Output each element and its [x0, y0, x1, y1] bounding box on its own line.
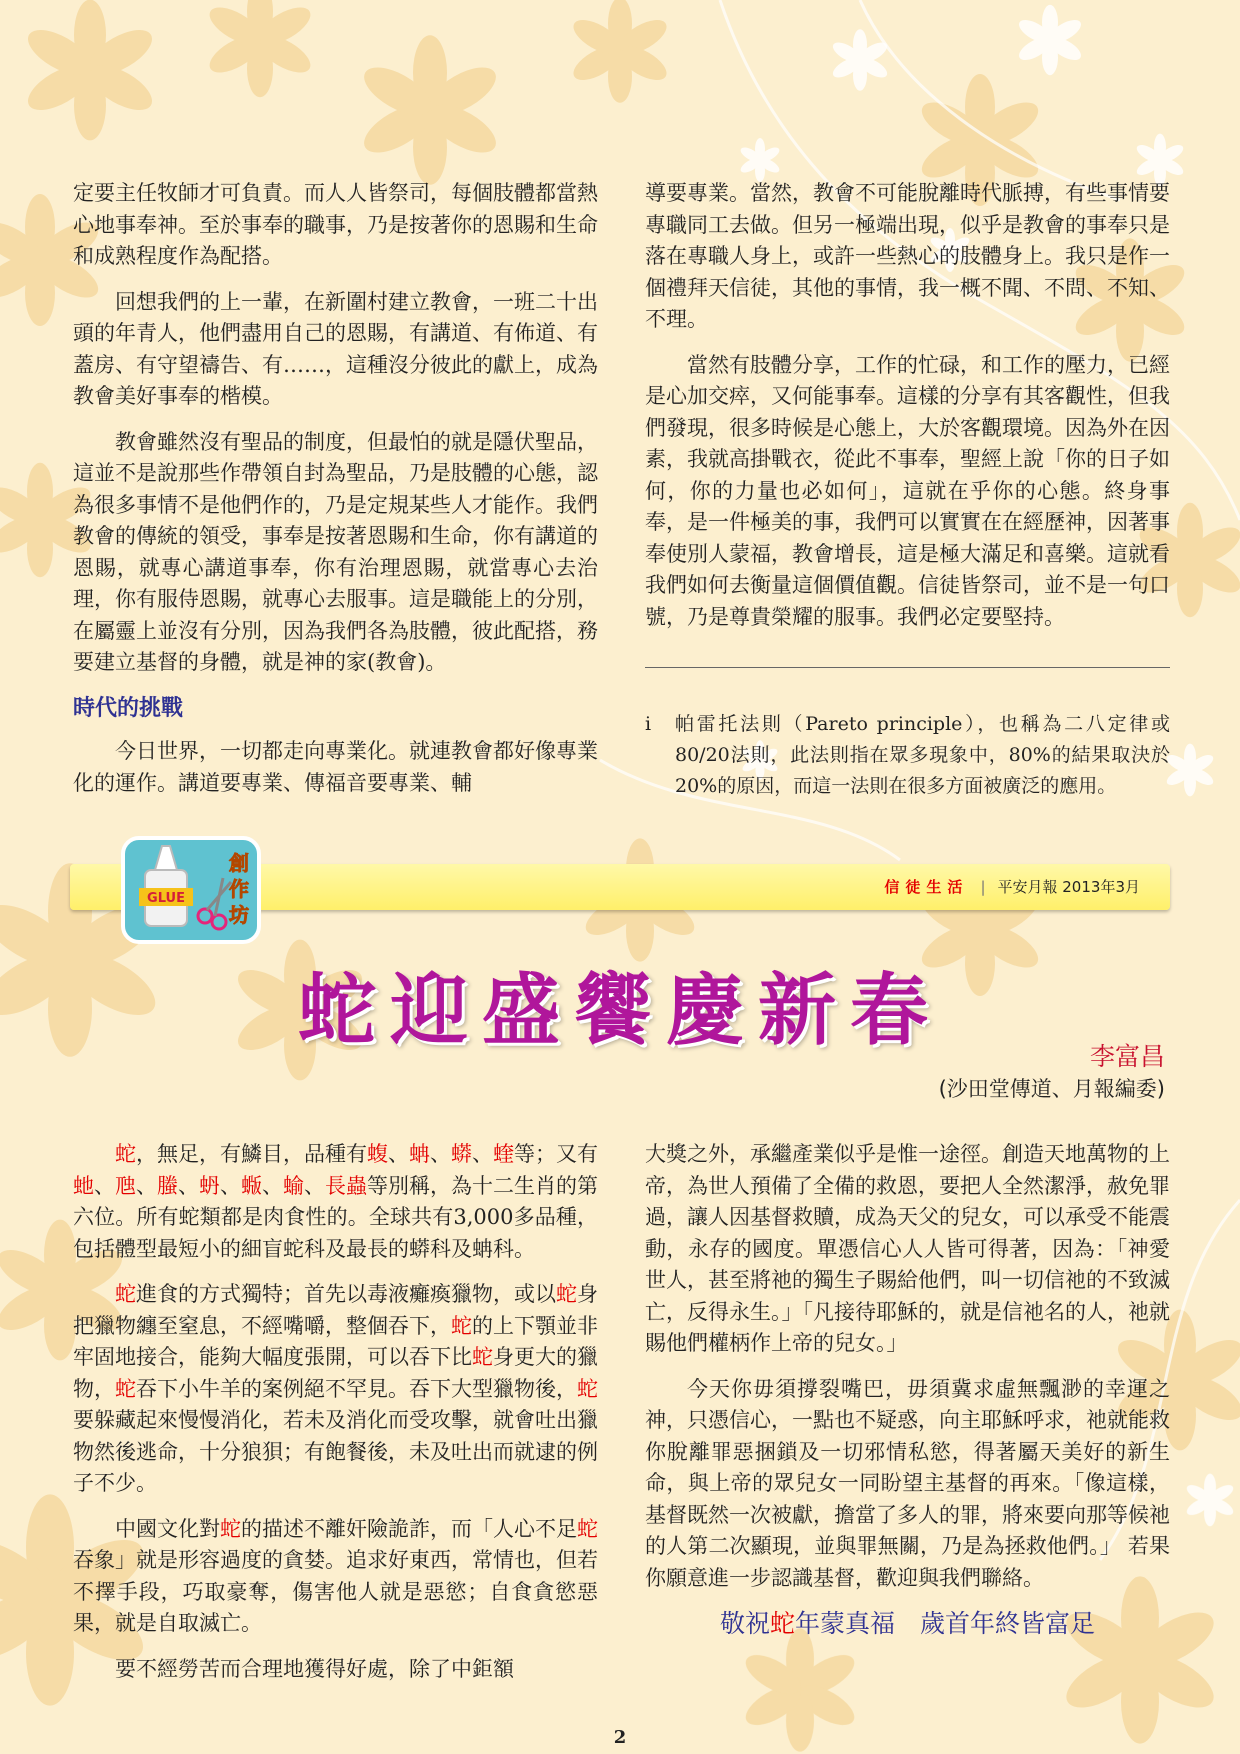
highlight-text: 蝂: [241, 1173, 262, 1198]
text-run: ，無足，有鱗目，品種有: [136, 1142, 367, 1166]
bottom-left-column: [73, 1139, 598, 1699]
text-run: 進食的方式獨特；首先以毒液癱瘓獵物，或以: [136, 1282, 556, 1306]
section-heading: 時代的挑戰: [73, 695, 184, 721]
greeting-part: 敬祝: [719, 1609, 770, 1638]
highlight-text: 蛇: [115, 1282, 136, 1306]
highlight-text: 蛇: [115, 1376, 136, 1401]
highlight-text: 蛇: [220, 1516, 241, 1541]
top-right-column: [645, 178, 1170, 647]
paragraph: [73, 1279, 598, 1500]
greeting-part: 年蒙真福 歲首年終皆富足: [795, 1609, 1096, 1638]
banner-separator: |: [980, 878, 986, 896]
author-affiliation: (沙田堂傳道、月報編委): [938, 1077, 1165, 1101]
paragraph: [73, 1139, 598, 1265]
highlight-text: 蝓: [283, 1173, 304, 1198]
text-run: 身把獵物纏至窒息，不經嘴嚼，整個吞下，: [73, 1282, 598, 1338]
paragraph: 教會雖然沒有聖品的制度，但最怕的就是隱伏聖品，這並不是說那些作帶領自封為聖品，乃是肢體的心態，認為很多事情不是他們作的，乃是定規某些人才能作。我們教會的傳統的領受，事奉是按著恩賜和生命，你有講道的恩賜，就專心講道事奉，你有治理恩賜，就當專心去治理，你有服侍恩賜，就專心去服事。這是職能上的分別，在屬靈上並沒有分別，因為我們各為肢體，彼此配搭，務要建立基督的身體，就是神的家(教會)。: [73, 429, 598, 674]
paragraph: 要不經勞苦而合理地獲得好處，除了中鉅額: [115, 1656, 514, 1681]
paragraph: 定要主任牧師才可負責。而人人皆祭司，每個肢體都當熱心地事奉神。至於事奉的職事，乃是按著你的恩賜和生命和成熟程度作為配搭。: [73, 181, 598, 268]
text-run: 、: [178, 1173, 199, 1198]
footnote-text: 帕雷托法則（Pareto principle），也稱為二八定律或80/20法則，此法則指在眾多現象中，80%的結果取決於20%的原因，而這一法則在很多方面被廣泛的應用。: [675, 713, 1170, 797]
text-run: 吞下小牛羊的案例絕不罕見。吞下大型獵物後，: [136, 1376, 577, 1401]
text-run: 、: [388, 1142, 409, 1166]
text-run: 身更大的獵物，: [73, 1345, 598, 1401]
banner-text: [884, 876, 1140, 897]
highlight-text: 蝰: [493, 1142, 514, 1166]
highlight-text: 虺: [115, 1173, 136, 1198]
text-run: 、: [304, 1173, 325, 1198]
logo-char: 坊: [229, 903, 249, 927]
text-run: 中國文化對: [115, 1516, 220, 1541]
page-number: 2: [613, 1727, 627, 1748]
footnote-divider: [645, 667, 1170, 668]
paragraph: 今天你毋須撐裂嘴巴，毋須冀求虛無飄渺的幸運之神，只憑信心，一點也不疑惑，向主耶穌呼求，祂就能救你脫離罪惡捆鎖及一切邪情私慾，得著屬天美好的新生命，與上帝的眾兒女一同盼望主基督的再來。「像這樣，基督既然一次被獻，擔當了多人的罪，將來要向那等候祂的人第二次顯現，並與罪無關，乃是為拯救他們。」 若果你願意進一步認識基督，歡迎與我們聯絡。: [645, 1376, 1170, 1590]
paragraph: 當然有肢體分享，工作的忙碌，和工作的壓力，已經是心加交瘁，又何能事奉。這樣的分享有其客觀性，但我們發現，很多時候是心態上，大於客觀環境。因為外在因素，我就高掛戰衣，從此不事奉，聖經上說「你的日子如何，你的力量也必如何」，這就在乎你的心態。終身事奉，是一件極美的事，我們可以實實在在經歷神，因著事奉使別人蒙福，教會增長，這是極大滿足和喜樂。這就看我們如何去衡量這個價值觀。信徒皆祭司，並不是一句口號，乃是尊貴榮耀的服事。我們必定要堅持。: [645, 352, 1170, 629]
highlight-text: 蛇: [472, 1345, 493, 1369]
text-run: 吞象」就是形容過度的貪婪。追求好東西，常情也，但若不擇手段，巧取豪奪，傷害他人就是惡慾；自食貪慾惡果，就是自取滅亡。: [73, 1548, 598, 1635]
highlight-text: 螣: [157, 1173, 178, 1198]
text-run: 的描述不離奸險詭詐，而「人心不足: [241, 1516, 577, 1541]
text-run: 要躲藏起來慢慢消化，若未及消化而受攻擊，就會吐出獵物然後逃命，十分狼狽；有飽餐後，未及吐出而就逮的例子不少。: [73, 1408, 598, 1495]
highlight-text: 虵: [73, 1173, 94, 1198]
highlight-text: 蝮: [367, 1142, 388, 1166]
highlight-text: 蚺: [409, 1142, 430, 1166]
logo-glue-text: GLUE: [147, 891, 185, 906]
highlight-text: 蛇: [577, 1516, 598, 1541]
highlight-text: 蛇: [451, 1313, 472, 1338]
highlight-text: 蛇: [556, 1282, 577, 1306]
text-run: 的上下顎並非牢固地接合，能夠大幅度張開，可以吞下比: [73, 1313, 598, 1369]
text-run: 等；又有: [514, 1142, 598, 1166]
highlight-text: 蛇: [115, 1142, 136, 1166]
issue-label: 平安月報 2013年3月: [997, 878, 1140, 896]
text-run: 、: [220, 1173, 241, 1198]
footnote-mark: i: [645, 713, 652, 735]
text-run: 、: [430, 1142, 451, 1166]
highlight-text: 蚒: [199, 1173, 220, 1198]
greeting: [645, 1608, 1170, 1640]
bottom-right-column: [645, 1139, 1170, 1640]
text-run: 、: [136, 1173, 157, 1198]
text-run: 、: [262, 1173, 283, 1198]
greeting-highlight: 蛇: [769, 1609, 795, 1638]
section-name: 信徒生活: [884, 878, 969, 896]
paragraph: 導要專業。當然，教會不可能脫離時代脈搏，有些事情要專職同工去做。但另一極端出現，似乎是教會的事奉只是落在專職人身上，或許一些熱心的肢體身上。我只是作一個禮拜天信徒，其他的事情，我一概不聞、不問、不知、不理。: [645, 181, 1170, 331]
highlight-text: 長蟲: [325, 1173, 367, 1198]
text-run: 、: [94, 1173, 115, 1198]
article-title: 蛇迎盛饗慶新春: [297, 966, 942, 1056]
logo-char: 創: [229, 851, 249, 875]
text-run: 等別稱，為十二生肖的第六位。所有蛇類都是肉食性的。全球共有3,000多品種，包括體型最短小的細盲蛇科及最長的蟒科及蚺科。: [73, 1173, 598, 1261]
paragraph: 回想我們的上一輩，在新圍村建立教會，一班二十出頭的年青人，他們盡用自己的恩賜，有講道、有佈道、有蓋房、有守望禱告、有……，這種沒分彼此的獻上，成為教會美好事奉的楷模。: [73, 289, 598, 408]
highlight-text: 蟒: [451, 1142, 472, 1166]
text-run: 、: [472, 1142, 493, 1166]
logo-char: 作: [229, 877, 249, 901]
paragraph: 今日世界，一切都走向專業化。就連教會都好像專業化的運作。講道要專業、傳福音要專業、輔: [73, 739, 598, 795]
highlight-text: 蛇: [577, 1376, 598, 1401]
paragraph: 大獎之外，承繼產業似乎是惟一途徑。創造天地萬物的上帝，為世人預備了全備的救恩，要把人全然潔淨，赦免罪過，讓人因基督救贖，成為天父的兒女，可以承受不能震動，永存的國度。單憑信心人人皆可得著，因為：「神愛世人，甚至將祂的獨生子賜給他們，叫一切信祂的不致滅亡，反得永生。」「凡接待耶穌的，就是信祂名的人，祂就賜他們權柄作上帝的兒女。」: [645, 1142, 1170, 1355]
author-name: 李富昌: [1089, 1042, 1165, 1071]
top-left-column: [73, 178, 598, 813]
workshop-logo: [115, 832, 265, 947]
paragraph: [73, 1514, 598, 1640]
footnote: [645, 709, 1170, 802]
